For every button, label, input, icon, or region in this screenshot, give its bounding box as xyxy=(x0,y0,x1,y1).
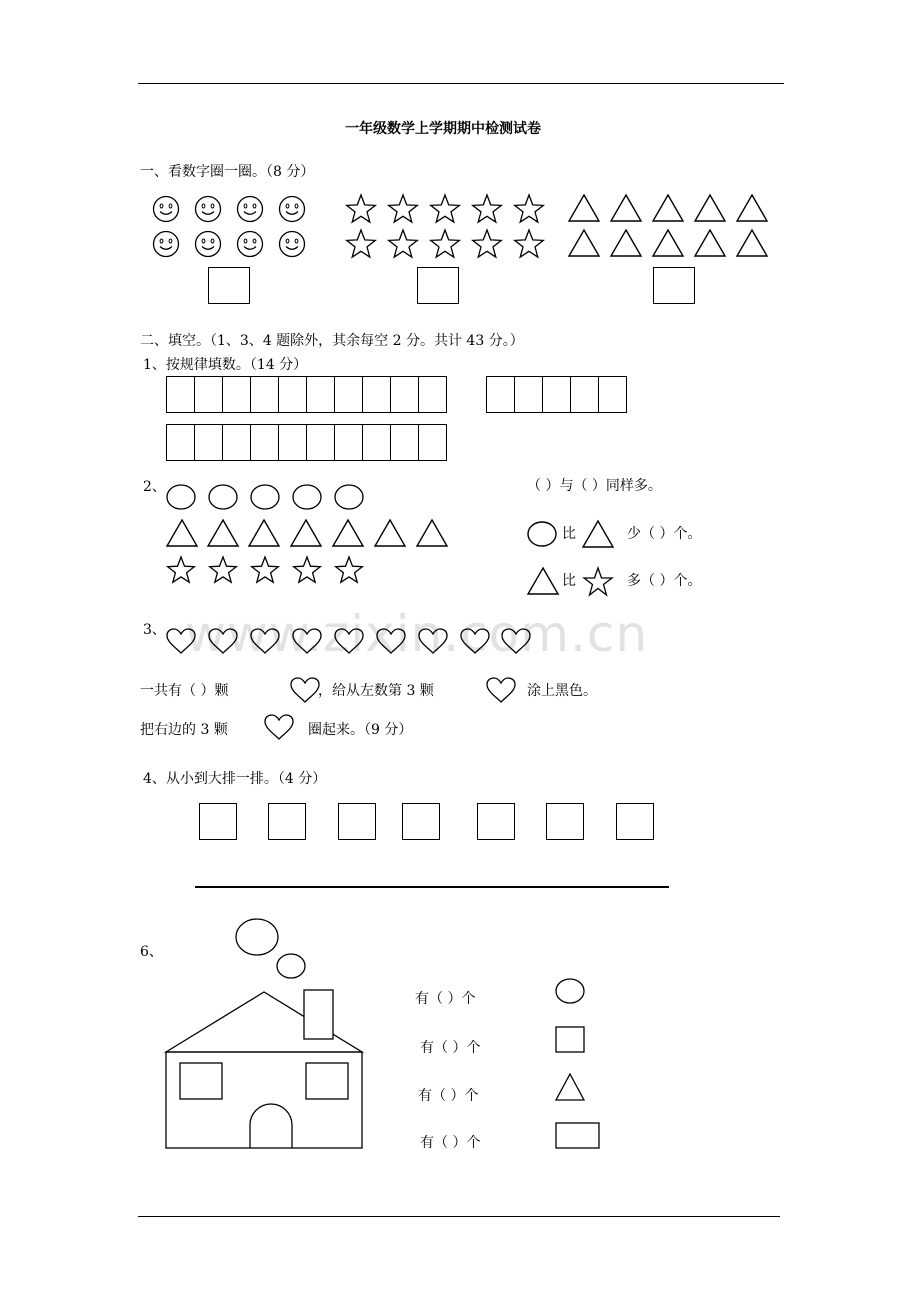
q6-row-triangle: 有（ ）个 xyxy=(418,1088,479,1104)
star-icon xyxy=(583,567,613,597)
circle-icon xyxy=(555,978,585,1004)
bottom-rule xyxy=(138,1216,780,1217)
q2-line2-rest: 少（ ）个。 xyxy=(627,526,702,542)
smiley-icon xyxy=(278,230,306,258)
number-cell[interactable] xyxy=(222,376,251,413)
order-answer-box[interactable] xyxy=(402,803,440,840)
number-cell[interactable] xyxy=(334,424,363,461)
number-cell[interactable] xyxy=(250,376,279,413)
triangle-icon xyxy=(416,519,448,547)
cloud-large xyxy=(236,919,278,955)
q1-label: 1、按规律填数。（14 分） xyxy=(143,357,308,373)
triangle-icon xyxy=(374,519,406,547)
number-cell[interactable] xyxy=(278,424,307,461)
number-cell[interactable] xyxy=(418,376,447,413)
number-cell[interactable] xyxy=(486,376,515,413)
heart-icon xyxy=(375,627,407,655)
q6-row-square: 有（ ）个 xyxy=(420,1040,481,1056)
star-icon xyxy=(429,193,461,225)
triangle-icon xyxy=(736,229,768,257)
circle-icon xyxy=(292,483,322,511)
heart-icon xyxy=(291,627,323,655)
rectangle-icon xyxy=(555,1122,601,1150)
circle-icon xyxy=(334,483,364,511)
q2-line3-rest: 多（ ）个。 xyxy=(627,573,702,589)
smiley-icon xyxy=(194,230,222,258)
heart-icon xyxy=(207,627,239,655)
heart-icon xyxy=(289,676,321,704)
triangle-icon xyxy=(166,519,198,547)
number-cell[interactable] xyxy=(306,424,335,461)
chimney xyxy=(304,990,333,1039)
circle-icon xyxy=(208,483,238,511)
star-icon xyxy=(250,555,280,585)
q3-line1-b: ，给从左数第 3 颗 xyxy=(318,683,434,699)
number-cell[interactable] xyxy=(278,376,307,413)
triangle-icon xyxy=(568,194,600,222)
triangle-icon xyxy=(736,194,768,222)
triangle-icon xyxy=(290,519,322,547)
triangle-icon xyxy=(332,519,364,547)
triangle-icon xyxy=(652,229,684,257)
number-cell[interactable] xyxy=(334,376,363,413)
heart-icon xyxy=(417,627,449,655)
q3-line1-a: 一共有（ ）颗 xyxy=(140,683,229,699)
section1-heading: 一、看数字圈一圈。（8 分） xyxy=(140,164,315,180)
smiley-icon xyxy=(236,195,264,223)
heart-icon xyxy=(165,627,197,655)
star-icon xyxy=(387,193,419,225)
square-icon xyxy=(555,1026,585,1054)
order-answer-box[interactable] xyxy=(199,803,237,840)
star-icon xyxy=(513,193,545,225)
star-icon xyxy=(208,555,238,585)
section2-heading: 二、填空。（1、3、4 题除外，其余每空 2 分。共计 43 分。） xyxy=(140,333,524,349)
heart-icon xyxy=(249,627,281,655)
house-body xyxy=(166,1052,362,1148)
smiley-icon xyxy=(194,195,222,223)
circle-icon xyxy=(527,520,557,548)
number-cell[interactable] xyxy=(222,424,251,461)
triangle-icon xyxy=(582,520,614,548)
q3-line2-b: 圈起来。（9 分） xyxy=(308,722,413,738)
q6-label: 6、 xyxy=(140,944,163,960)
q3-line2-a: 把右边的 3 颗 xyxy=(140,722,228,738)
number-cell[interactable] xyxy=(362,424,391,461)
order-answer-box[interactable] xyxy=(338,803,376,840)
answer-box-smileys[interactable] xyxy=(208,267,250,304)
number-cell[interactable] xyxy=(194,376,223,413)
answer-box-stars[interactable] xyxy=(417,267,459,304)
smiley-icon xyxy=(152,195,180,223)
number-cell[interactable] xyxy=(306,376,335,413)
number-cell[interactable] xyxy=(362,376,391,413)
heart-icon xyxy=(500,627,532,655)
star-icon xyxy=(471,228,503,260)
order-answer-box[interactable] xyxy=(268,803,306,840)
triangle-icon xyxy=(248,519,280,547)
number-cell[interactable] xyxy=(166,376,195,413)
top-rule xyxy=(138,83,784,84)
number-cell[interactable] xyxy=(390,376,419,413)
circle-icon xyxy=(166,483,196,511)
smiley-icon xyxy=(278,195,306,223)
number-cell[interactable] xyxy=(542,376,571,413)
answer-line xyxy=(195,886,669,888)
number-cell[interactable] xyxy=(598,376,627,413)
heart-icon xyxy=(459,627,491,655)
heart-icon xyxy=(333,627,365,655)
star-icon xyxy=(345,193,377,225)
page-title: 一年级数学上学期期中检测试卷 xyxy=(345,121,541,137)
cloud-small xyxy=(277,954,305,978)
order-answer-box[interactable] xyxy=(616,803,654,840)
q2-line3-bi: 比 xyxy=(562,573,576,589)
door xyxy=(250,1104,292,1148)
star-icon xyxy=(334,555,364,585)
watermark: www.zixin.com.cn xyxy=(185,605,649,663)
order-answer-box[interactable] xyxy=(546,803,584,840)
star-icon xyxy=(166,555,196,585)
q2-line1: （ ）与（ ）同样多。 xyxy=(527,478,662,494)
triangle-icon xyxy=(555,1073,587,1103)
triangle-icon xyxy=(527,567,559,595)
number-cell[interactable] xyxy=(250,424,279,461)
smiley-icon xyxy=(152,230,180,258)
smiley-icon xyxy=(236,230,264,258)
heart-icon xyxy=(263,713,295,741)
star-icon xyxy=(513,228,545,260)
number-cell[interactable] xyxy=(418,424,447,461)
number-cell[interactable] xyxy=(166,424,195,461)
window-right xyxy=(306,1063,348,1099)
order-answer-box[interactable] xyxy=(477,803,515,840)
q6-row-rectangle: 有（ ）个 xyxy=(420,1135,481,1151)
number-cell[interactable] xyxy=(194,424,223,461)
triangle-icon xyxy=(652,194,684,222)
q3-label: 3、 xyxy=(143,622,166,638)
q3-line1-c: 涂上黑色。 xyxy=(527,683,597,699)
q2-label: 2、 xyxy=(143,479,166,495)
star-icon xyxy=(471,193,503,225)
q4-label: 4、从小到大排一排。（4 分） xyxy=(143,771,327,787)
heart-icon xyxy=(485,676,517,704)
q6-row-circle: 有（ ）个 xyxy=(415,991,476,1007)
window-left xyxy=(180,1063,222,1099)
star-icon xyxy=(387,228,419,260)
star-icon xyxy=(292,555,322,585)
circle-icon xyxy=(250,483,280,511)
triangle-icon xyxy=(610,194,642,222)
number-cell[interactable] xyxy=(514,376,543,413)
triangle-icon xyxy=(610,229,642,257)
triangle-icon xyxy=(694,229,726,257)
q2-line2-bi: 比 xyxy=(562,526,576,542)
answer-box-triangles[interactable] xyxy=(653,267,695,304)
house-figure xyxy=(160,912,370,1152)
number-cell[interactable] xyxy=(390,424,419,461)
star-icon xyxy=(345,228,377,260)
triangle-icon xyxy=(694,194,726,222)
star-icon xyxy=(429,228,461,260)
triangle-icon xyxy=(568,229,600,257)
number-cell[interactable] xyxy=(570,376,599,413)
triangle-icon xyxy=(207,519,239,547)
